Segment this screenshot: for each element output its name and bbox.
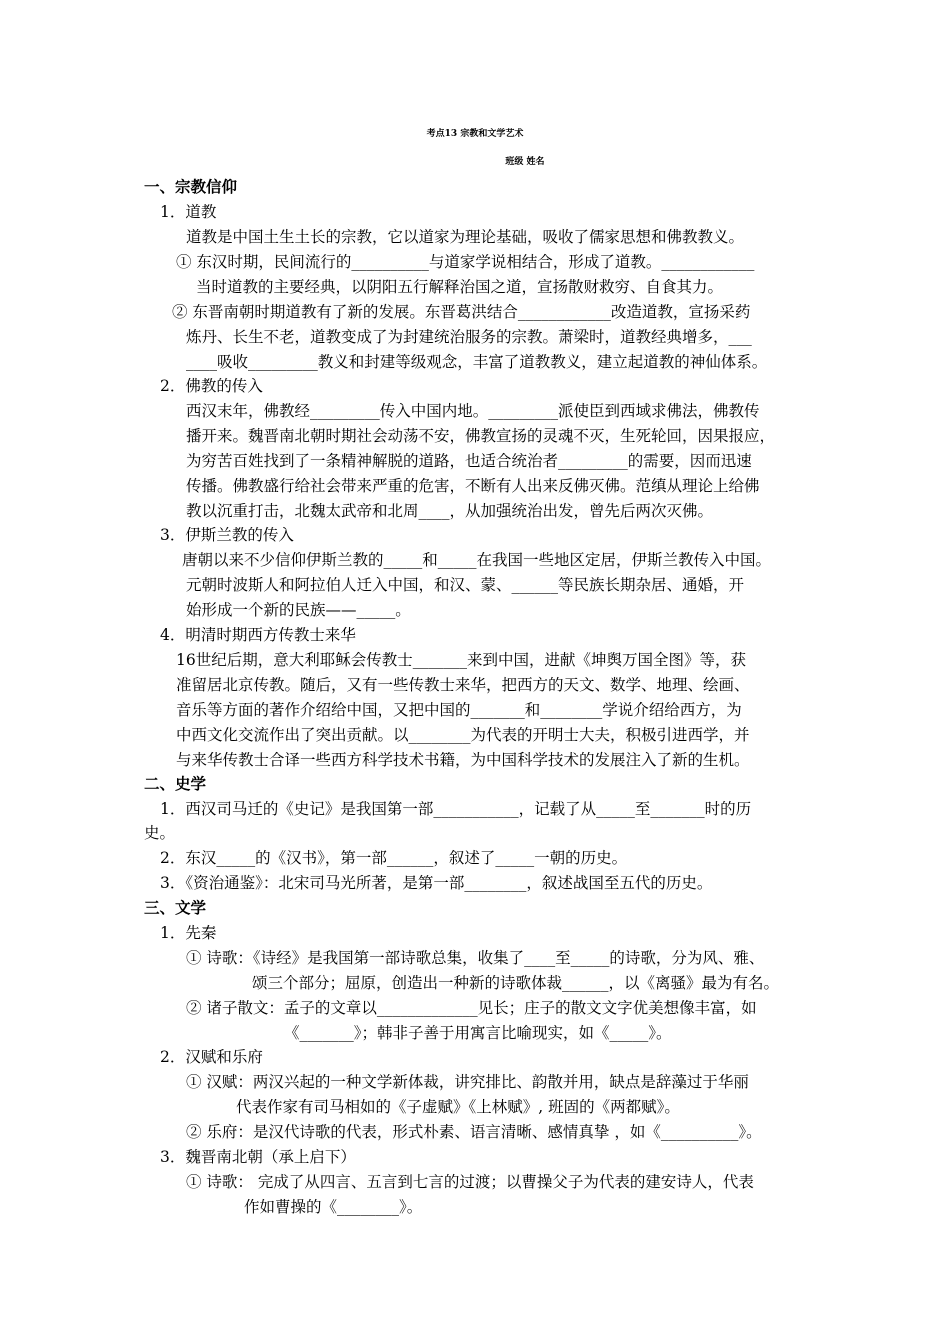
text-line: 16世纪后期，意大利耶稣会传教士_______来到中国，进献《坤舆万国全图》等，获 xyxy=(176,651,746,669)
text-line: 始形成一个新的民族——_____。 xyxy=(186,601,411,619)
text-line: 西汉末年，佛教经_________传入中国内地。_________派使臣到西域求佛法，佛教传 xyxy=(186,402,760,420)
text-line: ① 诗歌：《诗经》是我国第一部诗歌总集，收集了____至_____的诗歌，分为风、雅、 xyxy=(186,949,765,967)
text-line: 中西文化交流作出了突出贡献。以________为代表的开明士大夫，积极引进西学，并 xyxy=(176,726,750,744)
text-line: 作如曹操的《________》。 xyxy=(244,1198,423,1216)
text-line: ② 诸子散文：孟子的文章以_____________见长；庄子的散文文字优美想像丰富，如 xyxy=(186,999,757,1017)
text-line: 史。 xyxy=(144,824,176,842)
page-title: 考点13 宗教和文学艺术 xyxy=(426,129,524,139)
text-line: 教以沉重打击，北魏太武帝和北周____，从加强统治出发，曾先后两次灭佛。 xyxy=(186,502,714,520)
subsection-heading: 1．先秦 xyxy=(160,924,217,942)
subsection-heading: 1．道教 xyxy=(160,203,217,221)
section-heading: 二、史学 xyxy=(144,774,207,793)
subsection-heading: 3．魏晋南北朝（承上启下） xyxy=(160,1148,356,1166)
text-line: 道教是中国土生土长的宗教，它以道家为理论基础，吸收了儒家思想和佛教教义。 xyxy=(186,228,745,246)
text-line: 当时道教的主要经典，以阴阳五行解释治国之道，宣扬散财救穷、自食其力。 xyxy=(196,278,724,296)
section-heading: 一、宗教信仰 xyxy=(144,177,238,196)
text-line: ① 诗歌： 完成了从四言、五言到七言的过渡；以曹操父子为代表的建安诗人，代表 xyxy=(186,1173,754,1191)
text-line: 为穷苦百姓找到了一条精神解脱的道路，也适合统治者_________的需要，因而迅速 xyxy=(186,452,752,470)
text-line: 播开来。魏晋南北朝时期社会动荡不安，佛教宣扬的灵魂不灭，生死轮回，因果报应， xyxy=(186,427,776,445)
subsection-heading: 2．佛教的传入 xyxy=(160,377,263,395)
subsection-heading: 3．伊斯兰教的传入 xyxy=(160,526,294,544)
text-line: 1．西汉司马迁的《史记》是我国第一部___________，记载了从_____至_______时的历 xyxy=(160,800,752,818)
text-line: 准留居北京传教。随后，又有一些传教士来华，把西方的天文、数学、地理、绘画、 xyxy=(176,676,750,694)
text-line: ① 汉赋：两汉兴起的一种文学新体裁，讲究排比、韵散并用，缺点是辞藻过于华丽 xyxy=(186,1073,749,1091)
section-heading: 三、文学 xyxy=(144,898,207,917)
text-line: 《_______》；韩非子善于用寓言比喻现实，如《_____》。 xyxy=(284,1024,672,1042)
class-name-line: 班级 姓名 xyxy=(505,157,545,167)
subsection-heading: 2．汉赋和乐府 xyxy=(160,1048,263,1066)
text-line: ① 东汉时期，民间流行的__________与道家学说相结合，形成了道教。____________ xyxy=(176,253,755,271)
text-line: 颂三个部分；屈原，创造出一种新的诗歌体裁______，以《离骚》最为有名。 xyxy=(252,974,780,992)
text-line: 2．东汉_____的《汉书》，第一部______，叙述了_____一朝的历史。 xyxy=(160,849,628,867)
text-line: 代表作家有司马相如的《子虚赋》《上林赋》, 班固的《两都赋》。 xyxy=(236,1098,680,1116)
text-line: 音乐等方面的著作介绍给中国，又把中国的_______和________学说介绍给西方，为 xyxy=(176,701,742,719)
text-line: ____吸收_________教义和封建等级观念，丰富了道教教义，建立起道教的神仙体系。 xyxy=(186,353,768,371)
subsection-heading: 4．明清时期西方传教士来华 xyxy=(160,626,356,644)
text-line: ② 乐府：是汉代诗歌的代表，形式朴素、语言清晰、感情真挚 ，如《__________》。 xyxy=(186,1123,762,1141)
text-line: 炼丹、长生不老，道教变成了为封建统治服务的宗教。萧梁时，道教经典增多，___ xyxy=(186,328,752,346)
text-line: 与来华传教士合译一些西方科学技术书籍，为中国科学技术的发展注入了新的生机。 xyxy=(176,751,750,769)
text-line: 元朝时波斯人和阿拉伯人迁入中国，和汉、蒙、______等民族长期杂居、通婚，开 xyxy=(186,576,745,594)
text-line: 3．《资治通鉴》：北宋司马光所著，是第一部________，叙述战国至五代的历史。 xyxy=(160,874,713,892)
text-line: 传播。佛教盛行给社会带来严重的危害，不断有人出来反佛灭佛。范缜从理论上给佛 xyxy=(186,477,760,495)
text-line: 唐朝以来不少信仰伊斯兰教的_____和_____在我国一些地区定居，伊斯兰教传入中国。 xyxy=(182,551,772,569)
text-line: ② 东晋南朝时期道教有了新的发展。东晋葛洪结合____________改造道教，宣扬采药 xyxy=(172,303,751,321)
